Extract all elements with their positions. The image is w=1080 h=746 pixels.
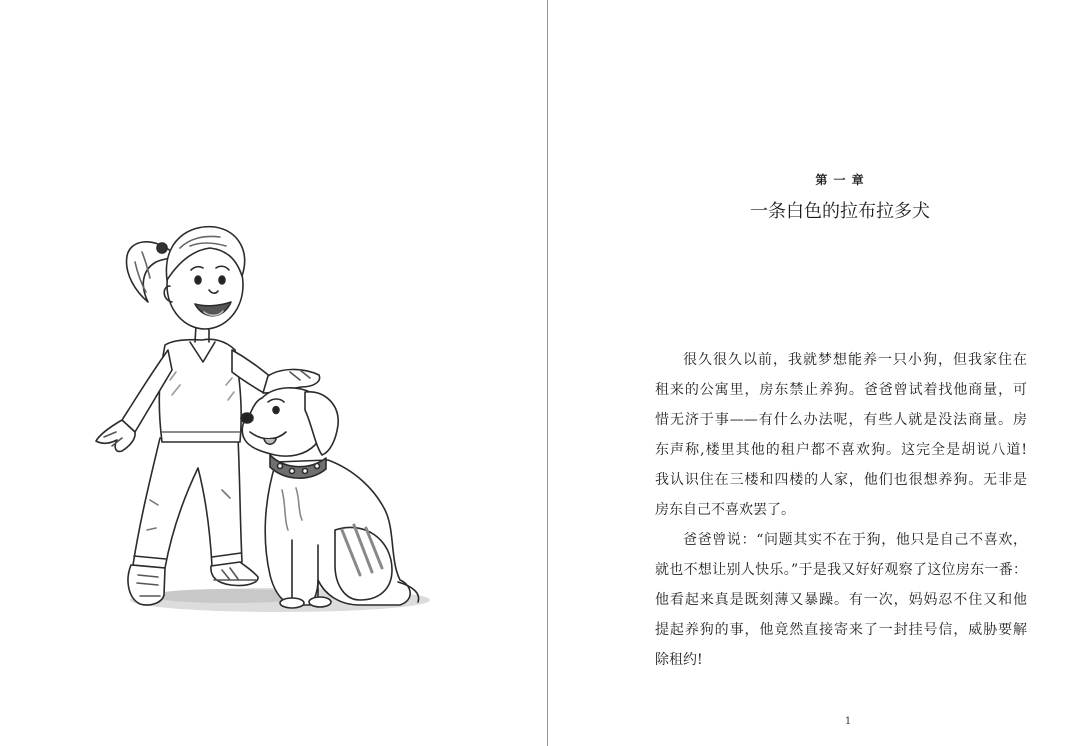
page-number: 1 bbox=[844, 716, 852, 727]
dog-collar-stud bbox=[303, 469, 308, 474]
dog-tongue bbox=[264, 439, 276, 444]
text-line: 提起养狗的事，他竟然直接寄来了一封挂号信，威胁要解 bbox=[655, 622, 1027, 638]
right-page bbox=[548, 0, 1080, 746]
chapter-title: 一条白色的拉布拉多犬 bbox=[750, 201, 930, 222]
dog-collar-stud bbox=[315, 464, 320, 469]
text-line: 房东自己不喜欢罢了。 bbox=[655, 502, 795, 518]
text-line: 很久很久以前，我就梦想能养一只小狗，但我家住在 bbox=[683, 352, 1027, 368]
text-line: 租来的公寓里，房东禁止养狗。爸爸曾试着找他商量，可 bbox=[655, 382, 1027, 398]
girl-eye-right bbox=[219, 276, 225, 284]
dog-paw-right bbox=[309, 597, 331, 607]
text-line: 爸爸曾说：“问题其实不在于狗，他只是自己不喜欢， bbox=[683, 532, 1027, 548]
body-text bbox=[655, 345, 1027, 675]
girl-eye-left bbox=[195, 276, 201, 284]
girl-pants bbox=[133, 438, 242, 568]
text-line: 除租约! bbox=[655, 652, 703, 668]
girl-shirt bbox=[159, 339, 241, 442]
text-line: 惜无济于事——有什么办法呢，有些人就是没法商量。房 bbox=[655, 412, 1027, 428]
text-line: 他看起来真是既刻薄又暴躁。有一次，妈妈忍不住又和他 bbox=[655, 592, 1027, 608]
girl-shoe-left bbox=[128, 565, 165, 605]
dog-collar-stud bbox=[278, 464, 283, 469]
girl-hair-tie bbox=[157, 243, 167, 253]
text-line: 东声称,楼里其他的租户都不喜欢狗。这完全是胡说八道! bbox=[655, 442, 1027, 458]
dog-paw-left bbox=[280, 598, 304, 608]
text-line: 就也不想让别人快乐。”于是我又好好观察了这位房东一番： bbox=[655, 562, 1027, 578]
text-line: 我认识住在三楼和四楼的人家，他们也很想养狗。无非是 bbox=[655, 472, 1027, 488]
dog-eye bbox=[273, 407, 279, 414]
dog-collar-stud bbox=[290, 469, 295, 474]
chapter-number-label: 第 一 章 bbox=[815, 173, 865, 187]
dog-nose bbox=[241, 413, 253, 423]
